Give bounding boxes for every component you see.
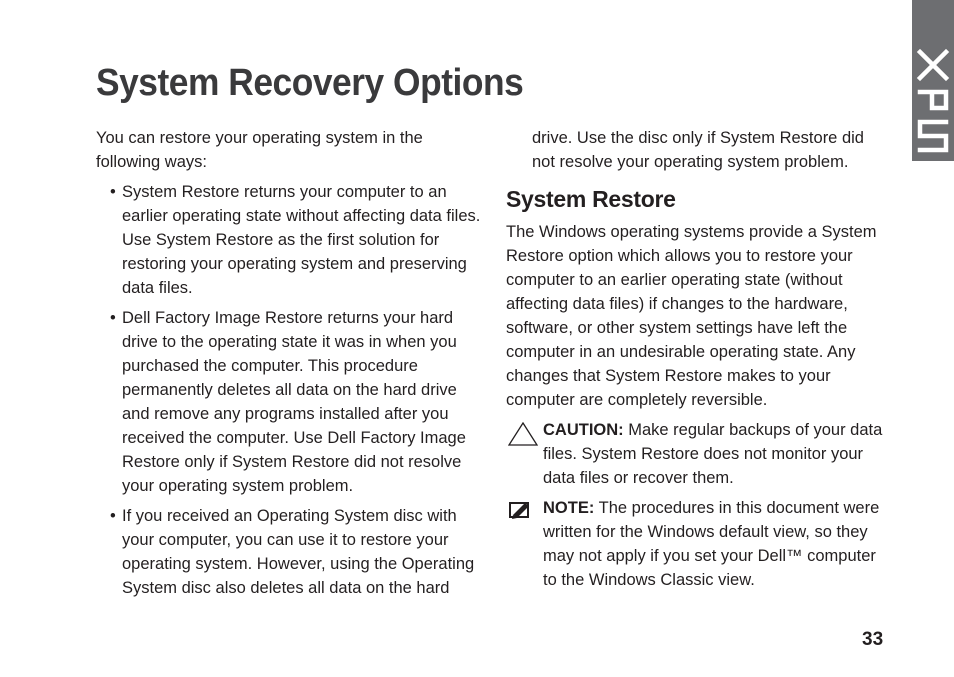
list-item-text: If you received an Operating System disc with your computer, you can use it to restore your operating system. However, using the Operating System disc also deletes all data on the hard	[122, 507, 475, 597]
xps-logo	[912, 0, 954, 161]
note-text: The procedures in this document were written for the Windows default view, so they may not apply if you set your Dell™ computer to the Windows Classic view.	[543, 499, 880, 589]
bullet-icon: •	[110, 183, 116, 201]
section-heading: System Restore	[506, 186, 676, 212]
right-column	[506, 126, 891, 592]
note-notice	[506, 496, 891, 592]
recovery-options-list	[96, 180, 486, 600]
list-item	[96, 180, 486, 300]
note-pencil-icon	[508, 500, 532, 520]
list-item	[96, 504, 486, 600]
page-title: System Recovery Options	[96, 62, 524, 104]
list-item-text: Dell Factory Image Restore returns your hard drive to the operating state it was in when you purchased the computer. This procedure permanently deletes all data on the hard drive and remove any programs installed after you received the computer. Use Dell Factory Image Restore only if System Restore did not resolve your operating system problem.	[122, 309, 466, 495]
left-column	[96, 126, 486, 606]
bullet-icon: •	[110, 507, 116, 525]
list-item	[96, 306, 486, 498]
caution-label: CAUTION:	[543, 421, 624, 439]
list-item-text: System Restore returns your computer to an earlier operating state without affecting data files. Use System Restore as the first solution for restoring your operating system and preserving data files.	[122, 183, 481, 297]
section-paragraph: The Windows operating systems provide a System Restore option which allows you to restore your computer to an earlier operating state (without affecting data files) if changes to the hardware, software, or other system settings have left the computer in an undesirable operating state. Any changes that System Restore makes to your computer are completely reversible.	[506, 223, 877, 409]
xps-side-tab	[912, 0, 954, 161]
caution-text: Make regular backups of your data files. System Restore does not monitor your data files or recover them.	[543, 421, 883, 487]
bullet-continuation: drive. Use the disc only if System Restore did not resolve your operating system problem.	[532, 129, 864, 171]
caution-notice	[506, 418, 891, 490]
bullet-icon: •	[110, 309, 116, 327]
note-label: NOTE:	[543, 499, 595, 517]
page-number: 33	[862, 629, 884, 650]
intro-paragraph: You can restore your operating system in the following ways:	[96, 129, 423, 171]
caution-icon	[508, 422, 538, 446]
